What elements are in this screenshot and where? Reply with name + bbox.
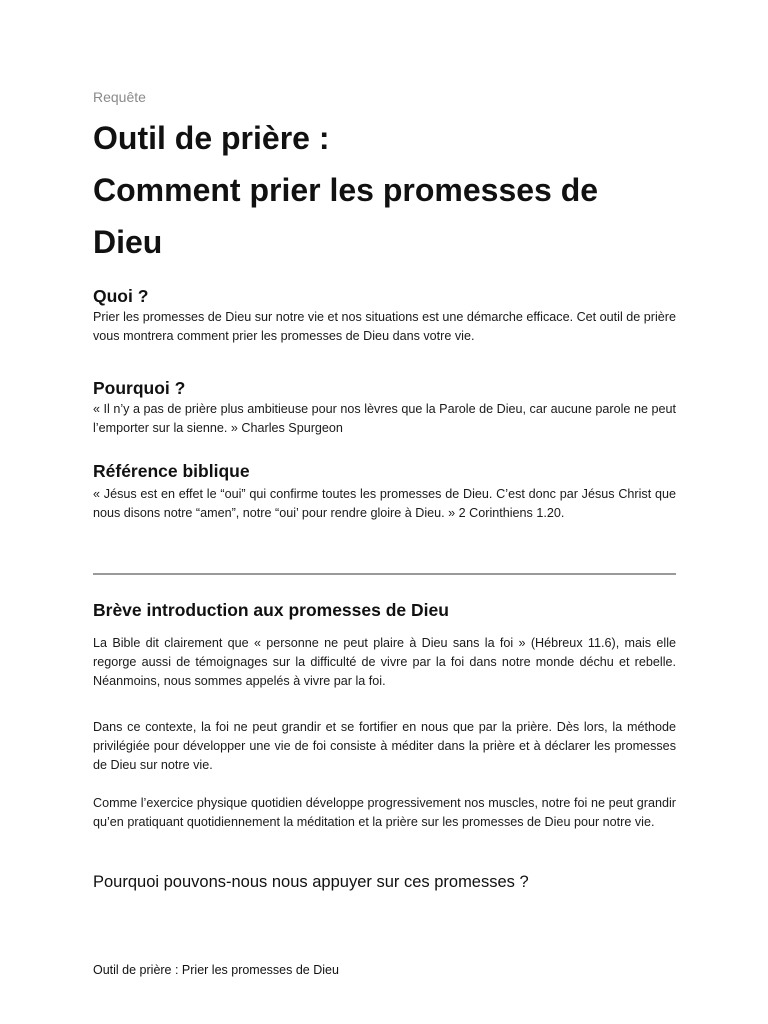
section-heading-quoi: Quoi ?	[93, 286, 149, 306]
section-heading-pourquoi: Pourquoi ?	[93, 378, 186, 398]
document-kicker: Requête	[93, 89, 146, 105]
section-heading-reference: Référence biblique	[93, 461, 250, 481]
intro-paragraph-2-block	[93, 718, 676, 775]
section-pourquoi	[93, 377, 676, 438]
intro-paragraph: Dans ce contexte, la foi ne peut grandir et se fortifier en nous que par la prière. Dès lors, la méthode privilégiée pour développer une vie de foi consiste à méditer dans la prière et à déclarer les promesses de Dieu sur notre vie.	[93, 720, 676, 772]
subheading-block	[93, 871, 676, 893]
intro-paragraph-3-block	[93, 794, 676, 832]
section-text-pourquoi: « Il n’y a pas de prière plus ambitieuse pour nos lèvres que la Parole de Dieu, car aucune parole ne peut l’emporter sur la sienne. » Charles Spurgeon	[93, 402, 676, 435]
section-intro	[93, 599, 676, 621]
section-quoi	[93, 285, 676, 346]
section-heading-intro: Brève introduction aux promesses de Dieu	[93, 600, 449, 620]
section-text-reference: « Jésus est en effet le “oui” qui confirme toutes les promesses de Dieu. C’est donc par Jésus Christ que nous disons notre “amen”, notre “oui’ pour rendre gloire à Dieu. » 2 Corinthiens 1.20.	[93, 487, 676, 520]
title-line-3: Dieu	[93, 224, 163, 260]
page-footer: Outil de prière : Prier les promesses de Dieu	[93, 963, 339, 977]
subheading: Pourquoi pouvons-nous nous appuyer sur ces promesses ?	[93, 873, 529, 891]
section-reference	[93, 460, 676, 523]
section-text-quoi: Prier les promesses de Dieu sur notre vie et nos situations est une démarche efficace. Cet outil de prière vous montrera comment prier les promesses de Dieu dans votre vie.	[93, 310, 676, 343]
intro-paragraph: Comme l’exercice physique quotidien développe progressivement nos muscles, notre foi ne peut grandir qu’en pratiquant quotidiennement la méditation et la prière sur les promesses de Dieu pour notre vie.	[93, 796, 676, 829]
title-line-2: Comment prier les promesses de	[93, 172, 599, 208]
page-title	[93, 112, 676, 268]
intro-paragraph: La Bible dit clairement que « personne ne peut plaire à Dieu sans la foi » (Hébreux 11.6), mais elle regorge aussi de témoignages sur la difficulté de vivre par la foi dans notre monde déchu et rebelle. Néanmoins, nous sommes appelés à vivre par la foi.	[93, 636, 676, 688]
intro-paragraph-1-block	[93, 634, 676, 691]
title-line-1: Outil de prière :	[93, 120, 330, 156]
horizontal-divider	[93, 573, 676, 575]
